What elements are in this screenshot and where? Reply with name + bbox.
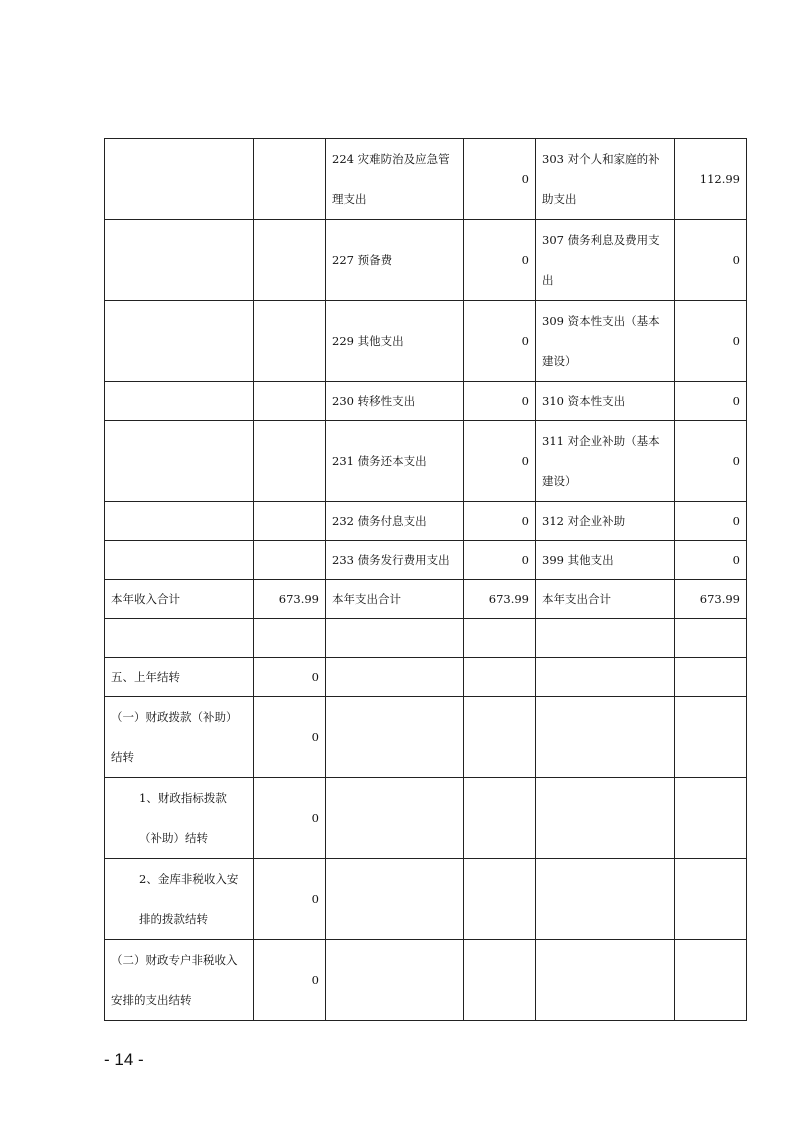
table-row bbox=[105, 778, 747, 859]
income-item-cell bbox=[105, 220, 254, 301]
economic-amount-cell: 0 bbox=[675, 541, 747, 580]
income-amount-cell bbox=[254, 301, 326, 382]
income-item-cell: 1、财政指标拨款（补助）结转 bbox=[105, 778, 254, 859]
income-amount-cell: 0 bbox=[254, 658, 326, 697]
function-item-cell: 229 其他支出 bbox=[326, 301, 464, 382]
function-amount-cell bbox=[464, 697, 536, 778]
income-amount-cell: 0 bbox=[254, 697, 326, 778]
function-item-cell bbox=[326, 940, 464, 1021]
function-item-cell: 224 灾难防治及应急管理支出 bbox=[326, 139, 464, 220]
economic-amount-cell: 112.99 bbox=[675, 139, 747, 220]
income-item-cell: 2、金库非税收入安排的拨款结转 bbox=[105, 859, 254, 940]
economic-amount-cell: 0 bbox=[675, 220, 747, 301]
function-amount-cell: 0 bbox=[464, 220, 536, 301]
function-item-cell bbox=[326, 697, 464, 778]
function-amount-cell: 0 bbox=[464, 541, 536, 580]
table-row bbox=[105, 139, 747, 220]
economic-item-cell bbox=[536, 697, 675, 778]
economic-amount-cell bbox=[675, 940, 747, 1021]
economic-amount-cell: 0 bbox=[675, 421, 747, 502]
income-amount-cell bbox=[254, 382, 326, 421]
economic-amount-cell bbox=[675, 778, 747, 859]
function-amount-cell: 0 bbox=[464, 502, 536, 541]
economic-amount-cell: 673.99 bbox=[675, 580, 747, 619]
economic-item-cell bbox=[536, 778, 675, 859]
table-row bbox=[105, 301, 747, 382]
function-amount-cell: 0 bbox=[464, 301, 536, 382]
table-row bbox=[105, 940, 747, 1021]
function-item-cell bbox=[326, 658, 464, 697]
income-amount-cell: 0 bbox=[254, 859, 326, 940]
economic-item-cell: 309 资本性支出（基本建设） bbox=[536, 301, 675, 382]
table-row bbox=[105, 658, 747, 697]
function-amount-cell bbox=[464, 859, 536, 940]
income-item-cell: 五、上年结转 bbox=[105, 658, 254, 697]
function-item-cell: 227 预备费 bbox=[326, 220, 464, 301]
income-amount-cell: 0 bbox=[254, 778, 326, 859]
economic-amount-cell bbox=[675, 658, 747, 697]
table-row-blank bbox=[105, 619, 747, 658]
table-row bbox=[105, 382, 747, 421]
budget-table bbox=[104, 138, 747, 1021]
income-item-cell: 本年收入合计 bbox=[105, 580, 254, 619]
table-row bbox=[105, 859, 747, 940]
function-item-cell: 230 转移性支出 bbox=[326, 382, 464, 421]
income-item-cell bbox=[105, 301, 254, 382]
income-amount-cell: 673.99 bbox=[254, 580, 326, 619]
function-amount-cell: 0 bbox=[464, 139, 536, 220]
income-amount-cell bbox=[254, 541, 326, 580]
economic-item-cell: 312 对企业补助 bbox=[536, 502, 675, 541]
economic-item-cell: 本年支出合计 bbox=[536, 580, 675, 619]
income-item-cell bbox=[105, 619, 254, 658]
economic-amount-cell bbox=[675, 619, 747, 658]
function-amount-cell: 0 bbox=[464, 382, 536, 421]
income-item-cell bbox=[105, 382, 254, 421]
page-number: - 14 - bbox=[104, 1050, 144, 1069]
function-item-cell: 232 债务付息支出 bbox=[326, 502, 464, 541]
function-amount-cell bbox=[464, 658, 536, 697]
income-amount-cell bbox=[254, 220, 326, 301]
function-item-cell bbox=[326, 619, 464, 658]
function-item-cell bbox=[326, 859, 464, 940]
function-amount-cell bbox=[464, 778, 536, 859]
income-item-cell bbox=[105, 502, 254, 541]
table-row bbox=[105, 541, 747, 580]
table-row bbox=[105, 697, 747, 778]
table-row bbox=[105, 502, 747, 541]
function-amount-cell: 0 bbox=[464, 421, 536, 502]
economic-item-cell: 310 资本性支出 bbox=[536, 382, 675, 421]
economic-amount-cell bbox=[675, 697, 747, 778]
income-amount-cell bbox=[254, 619, 326, 658]
economic-item-cell bbox=[536, 859, 675, 940]
income-item-cell bbox=[105, 421, 254, 502]
income-amount-cell bbox=[254, 502, 326, 541]
economic-item-cell bbox=[536, 940, 675, 1021]
economic-amount-cell: 0 bbox=[675, 502, 747, 541]
function-amount-cell bbox=[464, 940, 536, 1021]
income-amount-cell: 0 bbox=[254, 940, 326, 1021]
function-item-cell: 231 债务还本支出 bbox=[326, 421, 464, 502]
income-amount-cell bbox=[254, 139, 326, 220]
function-item-cell bbox=[326, 778, 464, 859]
economic-item-cell: 303 对个人和家庭的补助支出 bbox=[536, 139, 675, 220]
table-row-total bbox=[105, 580, 747, 619]
economic-item-cell: 399 其他支出 bbox=[536, 541, 675, 580]
income-amount-cell bbox=[254, 421, 326, 502]
economic-item-cell: 307 债务利息及费用支出 bbox=[536, 220, 675, 301]
economic-amount-cell: 0 bbox=[675, 382, 747, 421]
function-item-cell: 233 债务发行费用支出 bbox=[326, 541, 464, 580]
economic-item-cell bbox=[536, 619, 675, 658]
income-item-cell bbox=[105, 139, 254, 220]
function-amount-cell: 673.99 bbox=[464, 580, 536, 619]
economic-item-cell bbox=[536, 658, 675, 697]
economic-amount-cell: 0 bbox=[675, 301, 747, 382]
table-row bbox=[105, 421, 747, 502]
function-item-cell: 本年支出合计 bbox=[326, 580, 464, 619]
function-amount-cell bbox=[464, 619, 536, 658]
income-item-cell: （二）财政专户非税收入安排的支出结转 bbox=[105, 940, 254, 1021]
economic-amount-cell bbox=[675, 859, 747, 940]
income-item-cell bbox=[105, 541, 254, 580]
economic-item-cell: 311 对企业补助（基本建设） bbox=[536, 421, 675, 502]
table-row bbox=[105, 220, 747, 301]
income-item-cell: （一）财政拨款（补助）结转 bbox=[105, 697, 254, 778]
